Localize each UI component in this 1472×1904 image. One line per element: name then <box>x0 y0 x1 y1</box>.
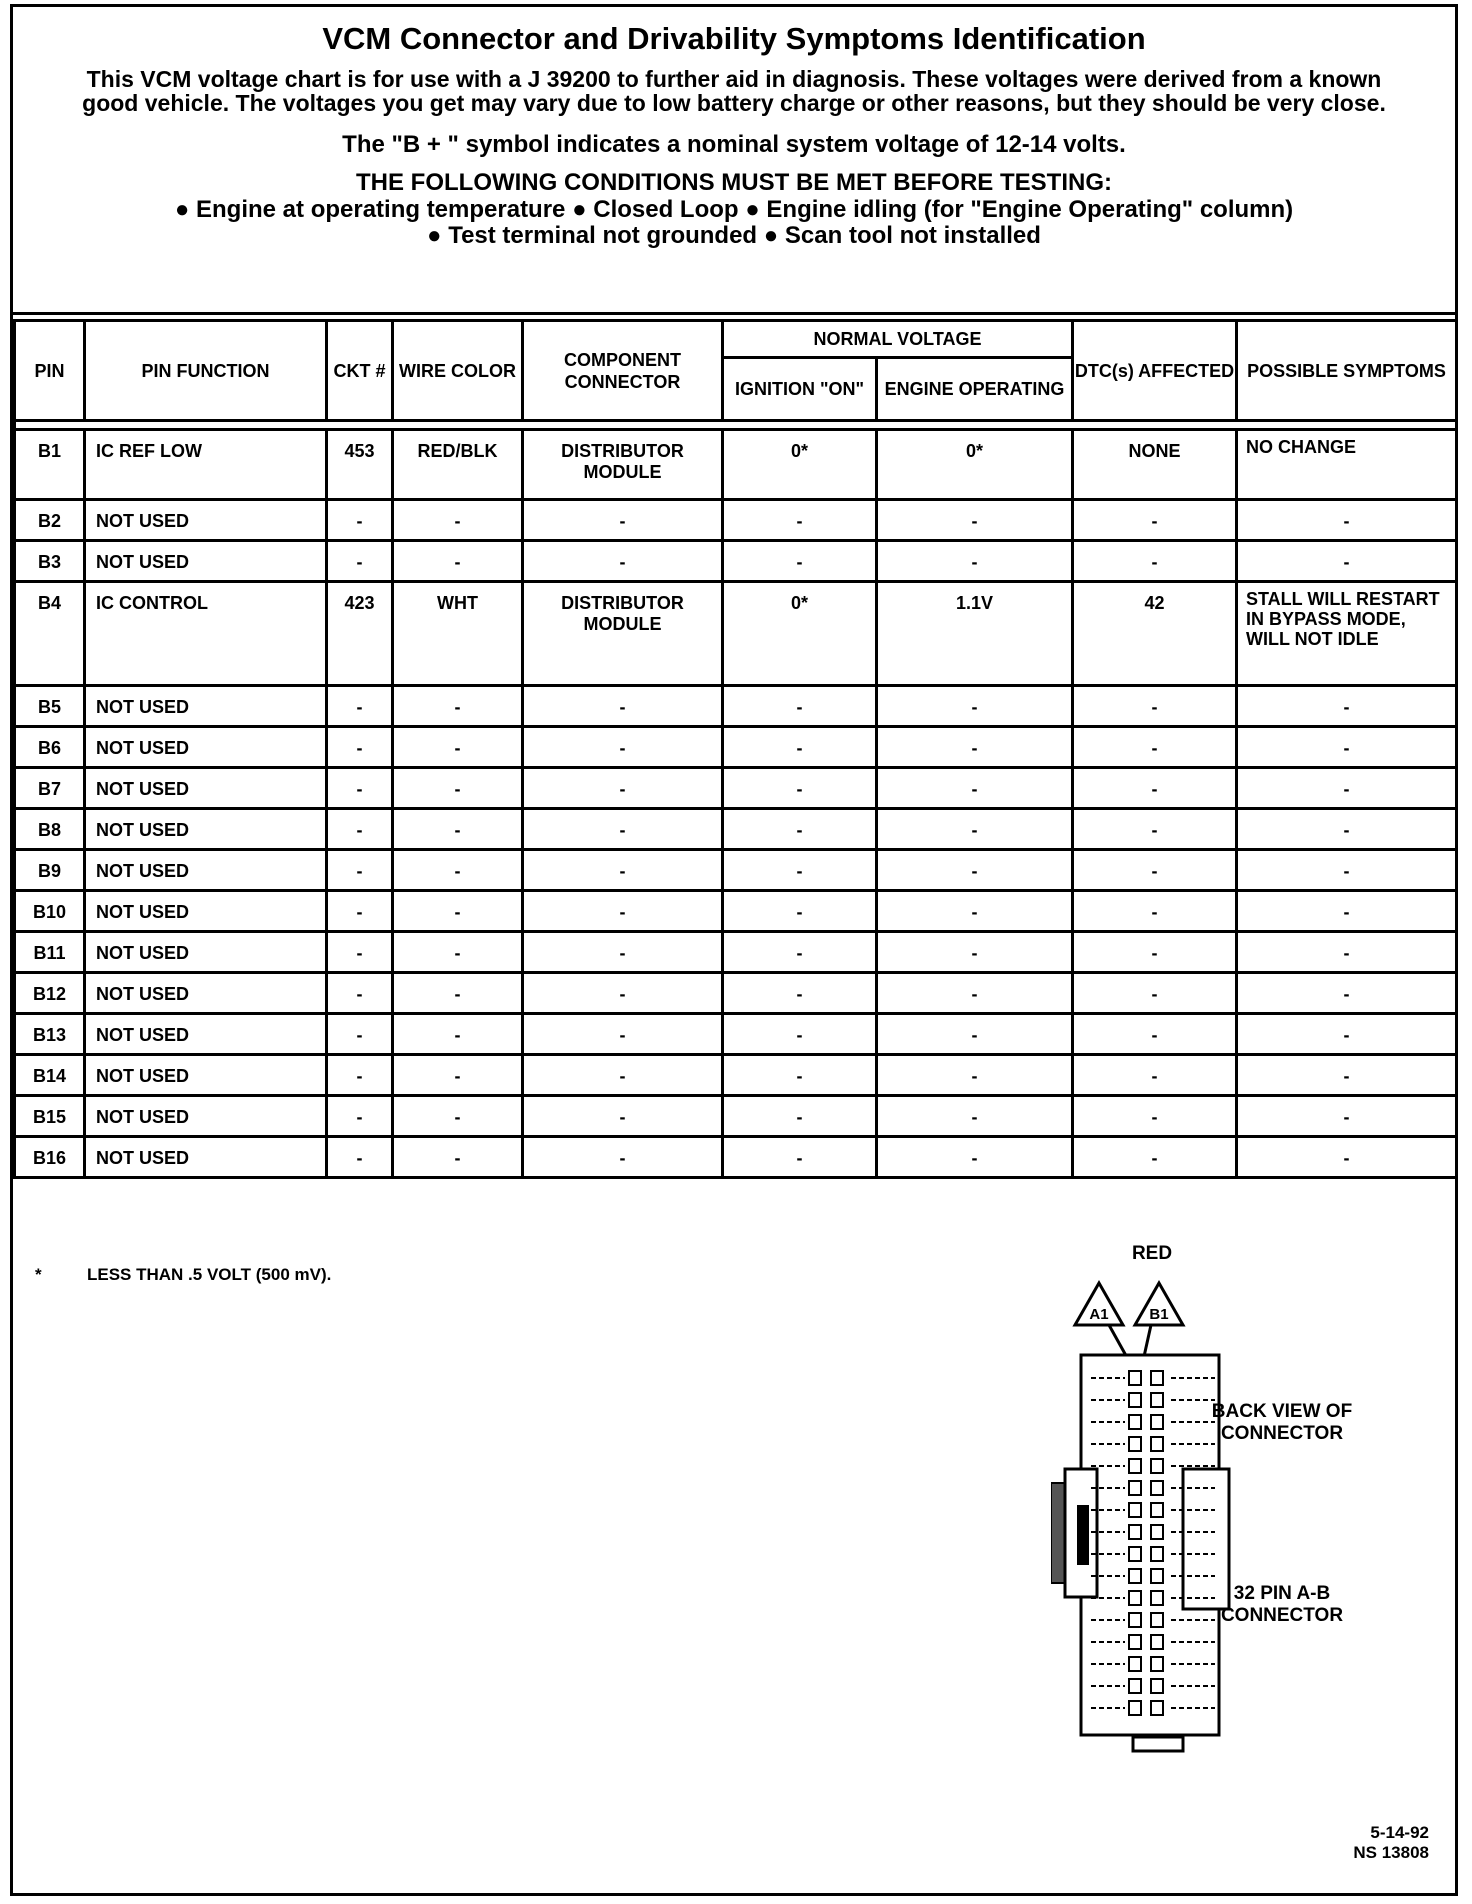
connector-pin <box>1151 1679 1163 1693</box>
connector-pin <box>1129 1701 1141 1715</box>
connector-pin <box>1129 1393 1141 1407</box>
cell-dtc: - <box>1073 541 1237 582</box>
connector-pin <box>1151 1525 1163 1539</box>
connector-pin <box>1151 1371 1163 1385</box>
cell-ignition: - <box>723 809 877 850</box>
cell-ignition: 0* <box>723 430 877 500</box>
cell-ckt: - <box>327 1055 393 1096</box>
cell-pin: B10 <box>15 891 85 932</box>
table-row <box>15 1055 1457 1096</box>
cell-symptoms: - <box>1237 850 1457 891</box>
connector-pin <box>1129 1613 1141 1627</box>
connector-pin <box>1129 1481 1141 1495</box>
cell-symptoms: - <box>1237 973 1457 1014</box>
cell-engine: - <box>877 1137 1073 1178</box>
cell-symptoms: - <box>1237 727 1457 768</box>
cell-function: NOT USED <box>85 1096 327 1137</box>
header-ckt: CKT # <box>327 321 393 421</box>
cell-ignition: - <box>723 1137 877 1178</box>
connector-pin <box>1151 1393 1163 1407</box>
connector-drawing <box>1051 1243 1261 1773</box>
cell-dtc: - <box>1073 686 1237 727</box>
cell-symptoms: - <box>1237 500 1457 541</box>
table-row <box>15 1137 1457 1178</box>
cell-ckt: - <box>327 891 393 932</box>
connector-pin <box>1129 1591 1141 1605</box>
cell-engine: 1.1V <box>877 582 1073 686</box>
cell-engine: 0* <box>877 430 1073 500</box>
cell-ckt: - <box>327 686 393 727</box>
cell-ignition: - <box>723 686 877 727</box>
cell-engine: - <box>877 1055 1073 1096</box>
cell-function: NOT USED <box>85 1137 327 1178</box>
cell-wire: - <box>393 891 523 932</box>
connector-pin <box>1151 1547 1163 1561</box>
cell-dtc: NONE <box>1073 430 1237 500</box>
cell-symptoms: - <box>1237 932 1457 973</box>
conditions-line-1: ● Engine at operating temperature ● Closed Loop ● Engine idling (for "Engine Operating" column) <box>174 196 1294 223</box>
cell-ignition: - <box>723 973 877 1014</box>
cell-dtc: - <box>1073 850 1237 891</box>
cell-engine: - <box>877 973 1073 1014</box>
cell-ignition: - <box>723 850 877 891</box>
table-row <box>15 973 1457 1014</box>
cell-wire: - <box>393 850 523 891</box>
cell-component: DISTRIBUTOR MODULE <box>523 430 723 500</box>
cell-ignition: - <box>723 932 877 973</box>
connector-pin <box>1151 1415 1163 1429</box>
cell-component: - <box>523 768 723 809</box>
cell-component: - <box>523 1137 723 1178</box>
cell-function: NOT USED <box>85 932 327 973</box>
cell-pin: B12 <box>15 973 85 1014</box>
cell-ckt: - <box>327 932 393 973</box>
cell-ckt: - <box>327 500 393 541</box>
cell-engine: - <box>877 1096 1073 1137</box>
stamp-date: 5-14-92 <box>1370 1823 1429 1842</box>
cell-pin: B8 <box>15 809 85 850</box>
pin-a1-label: A1 <box>1089 1306 1109 1323</box>
cell-ckt: - <box>327 850 393 891</box>
cell-ignition: - <box>723 1055 877 1096</box>
cell-wire: - <box>393 973 523 1014</box>
cell-function: NOT USED <box>85 850 327 891</box>
cell-ckt: - <box>327 1096 393 1137</box>
cell-symptoms: - <box>1237 768 1457 809</box>
cell-function: NOT USED <box>85 1055 327 1096</box>
cell-wire: - <box>393 1055 523 1096</box>
connector-pin <box>1151 1635 1163 1649</box>
document-frame <box>10 4 1458 1896</box>
cell-component: - <box>523 1055 723 1096</box>
table-row <box>15 727 1457 768</box>
cell-symptoms: - <box>1237 1055 1457 1096</box>
cell-ignition: - <box>723 727 877 768</box>
footnote <box>35 1265 331 1285</box>
cell-engine: - <box>877 727 1073 768</box>
cell-ignition: - <box>723 1014 877 1055</box>
cell-wire: - <box>393 727 523 768</box>
table-row <box>15 686 1457 727</box>
cell-dtc: - <box>1073 768 1237 809</box>
cell-wire: - <box>393 768 523 809</box>
cell-ignition: - <box>723 541 877 582</box>
cell-pin: B6 <box>15 727 85 768</box>
table-row <box>15 768 1457 809</box>
header-ignition-on: IGNITION "ON" <box>723 358 877 421</box>
cell-pin: B14 <box>15 1055 85 1096</box>
cell-wire: RED/BLK <box>393 430 523 500</box>
cell-function: NOT USED <box>85 973 327 1014</box>
cell-dtc: - <box>1073 891 1237 932</box>
cell-component: - <box>523 973 723 1014</box>
header-component-connector: COMPONENT CONNECTOR <box>523 321 723 421</box>
connector-pin <box>1129 1569 1141 1583</box>
pin-b1-label: B1 <box>1149 1306 1169 1323</box>
cell-symptoms: - <box>1237 809 1457 850</box>
connector-pin <box>1151 1657 1163 1671</box>
cell-function: NOT USED <box>85 809 327 850</box>
cell-dtc: 42 <box>1073 582 1237 686</box>
cell-ckt: - <box>327 541 393 582</box>
connector-pin <box>1129 1657 1141 1671</box>
cell-component: - <box>523 727 723 768</box>
cell-component: - <box>523 1014 723 1055</box>
cell-dtc: - <box>1073 973 1237 1014</box>
connector-pin <box>1129 1437 1141 1451</box>
cell-engine: - <box>877 1014 1073 1055</box>
cell-function: IC REF LOW <box>85 430 327 500</box>
cell-dtc: - <box>1073 1096 1237 1137</box>
cell-dtc: - <box>1073 1014 1237 1055</box>
cell-pin: B2 <box>15 500 85 541</box>
cell-dtc: - <box>1073 727 1237 768</box>
cell-ckt: - <box>327 768 393 809</box>
cell-component: - <box>523 686 723 727</box>
cell-ckt: - <box>327 973 393 1014</box>
cell-dtc: - <box>1073 932 1237 973</box>
header-normal-voltage: NORMAL VOLTAGE <box>723 321 1073 358</box>
cell-wire: - <box>393 541 523 582</box>
cell-ignition: 0* <box>723 582 877 686</box>
header-dtc: DTC(s) AFFECTED <box>1073 321 1237 421</box>
table-row <box>15 500 1457 541</box>
cell-ignition: - <box>723 768 877 809</box>
cell-engine: - <box>877 891 1073 932</box>
connector-pin <box>1151 1503 1163 1517</box>
header-wire-color: WIRE COLOR <box>393 321 523 421</box>
connector-pin <box>1151 1459 1163 1473</box>
table-row <box>15 1014 1457 1055</box>
connector-pin <box>1129 1547 1141 1561</box>
header-engine-operating: ENGINE OPERATING <box>877 358 1073 421</box>
cell-dtc: - <box>1073 500 1237 541</box>
cell-component: - <box>523 891 723 932</box>
voltage-table <box>13 319 1458 1179</box>
cell-symptoms: STALL WILL RESTART IN BYPASS MODE, WILL NOT IDLE <box>1237 582 1457 686</box>
cell-ignition: - <box>723 891 877 932</box>
table-row <box>15 891 1457 932</box>
cell-ignition: - <box>723 1096 877 1137</box>
header-pin: PIN <box>15 321 85 421</box>
cell-function: NOT USED <box>85 891 327 932</box>
cell-engine: - <box>877 768 1073 809</box>
cell-engine: - <box>877 850 1073 891</box>
cell-component: - <box>523 850 723 891</box>
footnote-text: LESS THAN .5 VOLT (500 mV). <box>87 1265 332 1284</box>
cell-engine: - <box>877 932 1073 973</box>
bplus-note: The "B + " symbol indicates a nominal system voltage of 12-14 volts. <box>342 131 1126 158</box>
cell-wire: - <box>393 1096 523 1137</box>
cell-wire: - <box>393 932 523 973</box>
cell-pin: B3 <box>15 541 85 582</box>
cell-wire: - <box>393 1014 523 1055</box>
connector-diagram <box>1051 1243 1353 1773</box>
connector-pin <box>1129 1415 1141 1429</box>
connector-pin <box>1151 1591 1163 1605</box>
view-label: BACK VIEW OF CONNECTOR <box>1211 1401 1353 1444</box>
connector-pin <box>1129 1679 1141 1693</box>
cell-component: - <box>523 1096 723 1137</box>
color-label: RED <box>1131 1243 1173 1264</box>
cell-ckt: 423 <box>327 582 393 686</box>
cell-function: NOT USED <box>85 686 327 727</box>
intro-text: This VCM voltage chart is for use with a J 39200 to further aid in diagnosis. These voltages were derived from a known good vehicle. The voltages you get may vary due to low battery charge or other reasons, but they should be very close. <box>82 66 1386 116</box>
cell-engine: - <box>877 809 1073 850</box>
cell-component: - <box>523 809 723 850</box>
cell-function: IC CONTROL <box>85 582 327 686</box>
cell-wire: - <box>393 809 523 850</box>
page-title: VCM Connector and Drivability Symptoms Identification <box>322 21 1146 56</box>
footnote-marker: * <box>35 1265 42 1284</box>
connector-label: 32 PIN A-B CONNECTOR <box>1220 1583 1344 1626</box>
connector-pin <box>1129 1503 1141 1517</box>
cell-engine: - <box>877 500 1073 541</box>
cell-wire: WHT <box>393 582 523 686</box>
conditions-title: THE FOLLOWING CONDITIONS MUST BE MET BEFORE TESTING: <box>356 169 1112 196</box>
table-row <box>15 430 1457 500</box>
conditions-line-2: ● Test terminal not grounded ● Scan tool not installed <box>427 222 1041 249</box>
cell-function: NOT USED <box>85 1014 327 1055</box>
header-symptoms: POSSIBLE SYMPTOMS <box>1237 321 1457 421</box>
cell-pin: B1 <box>15 430 85 500</box>
document-stamp <box>1353 1823 1429 1863</box>
cell-pin: B16 <box>15 1137 85 1178</box>
cell-ckt: - <box>327 1014 393 1055</box>
cell-component: - <box>523 932 723 973</box>
cell-ignition: - <box>723 500 877 541</box>
table-row <box>15 932 1457 973</box>
connector-pin <box>1151 1481 1163 1495</box>
connector-pin <box>1129 1371 1141 1385</box>
connector-pin <box>1151 1613 1163 1627</box>
connector-pin <box>1129 1635 1141 1649</box>
connector-latch <box>1051 1483 1065 1583</box>
cell-engine: - <box>877 541 1073 582</box>
cell-symptoms: - <box>1237 891 1457 932</box>
header-spacer <box>15 421 1457 430</box>
cell-dtc: - <box>1073 809 1237 850</box>
cell-ckt: 453 <box>327 430 393 500</box>
cell-component: - <box>523 541 723 582</box>
cell-pin: B13 <box>15 1014 85 1055</box>
connector-pin <box>1151 1569 1163 1583</box>
cell-pin: B9 <box>15 850 85 891</box>
stamp-ref: NS 13808 <box>1353 1843 1429 1862</box>
cell-function: NOT USED <box>85 727 327 768</box>
cell-symptoms: - <box>1237 1096 1457 1137</box>
cell-ckt: - <box>327 809 393 850</box>
cell-dtc: - <box>1073 1055 1237 1096</box>
cell-wire: - <box>393 1137 523 1178</box>
cell-pin: B4 <box>15 582 85 686</box>
table-row <box>15 850 1457 891</box>
header <box>13 7 1455 315</box>
cell-pin: B11 <box>15 932 85 973</box>
connector-pin <box>1129 1525 1141 1539</box>
cell-ckt: - <box>327 727 393 768</box>
cell-engine: - <box>877 686 1073 727</box>
cell-function: NOT USED <box>85 500 327 541</box>
cell-pin: B15 <box>15 1096 85 1137</box>
cell-function: NOT USED <box>85 541 327 582</box>
table-row <box>15 541 1457 582</box>
cell-symptoms: - <box>1237 1014 1457 1055</box>
table-row <box>15 1096 1457 1137</box>
cell-symptoms: - <box>1237 686 1457 727</box>
table-row <box>15 809 1457 850</box>
cell-component: DISTRIBUTOR MODULE <box>523 582 723 686</box>
cell-function: NOT USED <box>85 768 327 809</box>
table-row <box>15 582 1457 686</box>
cell-pin: B5 <box>15 686 85 727</box>
connector-pin <box>1151 1437 1163 1451</box>
connector-pin <box>1151 1701 1163 1715</box>
cell-wire: - <box>393 686 523 727</box>
cell-symptoms: - <box>1237 1137 1457 1178</box>
cell-component: - <box>523 500 723 541</box>
connector-pin <box>1129 1459 1141 1473</box>
header-pin-function: PIN FUNCTION <box>85 321 327 421</box>
cell-symptoms: - <box>1237 541 1457 582</box>
cell-symptoms: NO CHANGE <box>1237 430 1457 500</box>
cell-dtc: - <box>1073 1137 1237 1178</box>
cell-wire: - <box>393 500 523 541</box>
table-body <box>15 430 1457 1178</box>
cell-ckt: - <box>327 1137 393 1178</box>
cell-pin: B7 <box>15 768 85 809</box>
